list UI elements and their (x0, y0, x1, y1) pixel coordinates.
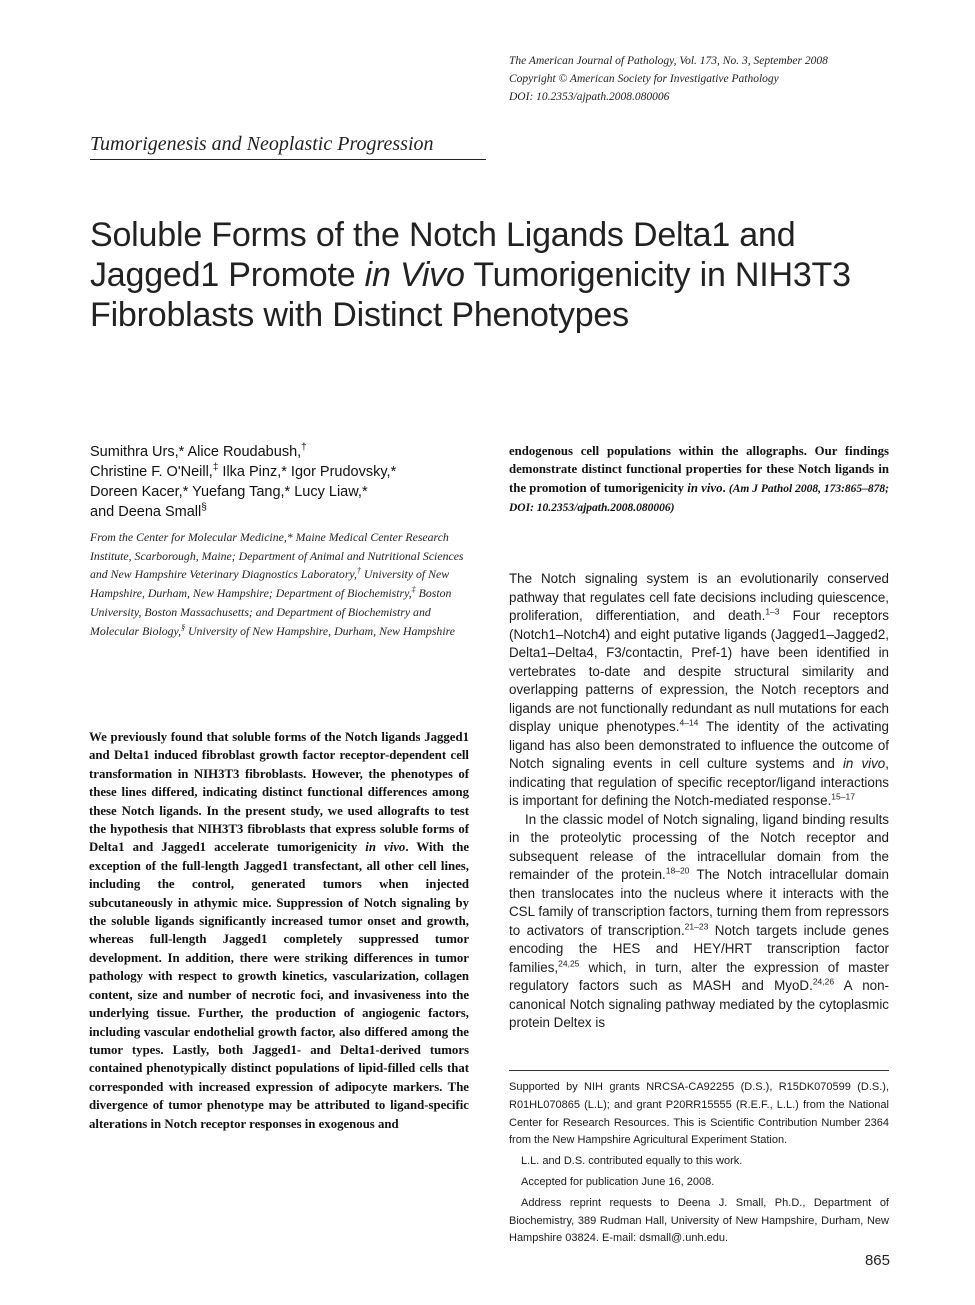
abstract-text: We previously found that soluble forms of the Notch ligands Jagged1 and Delta1 induced fibroblast growth factor receptor-dependent cell transformation in NIH3T3 fibroblasts. However, the phenotypes of these lines differed, indicating distinct functional differences among these Notch ligands. In the present study, we used allografts to test the hypothesis that NIH3T3 fibroblasts that express soluble forms of Delta1 and Jagged1 accelerate tumorigenicity (89, 730, 469, 855)
body-text (509, 570, 889, 1033)
abstract-italic: in vivo (365, 840, 406, 855)
author-line: Sumithra Urs,* Alice Roudabush, (90, 444, 302, 460)
body-text-span: , indicating that regulation of specific receptor/ligand interactions is important for defining the Notch-mediated response. (509, 756, 889, 808)
affiliation-mark: ‡ (411, 585, 416, 595)
affiliation-text: From the Center for Molecular Medicine,* Maine Medical Center Research Institute, Scarborough, Maine; Department of Animal and Nutritional Sciences and New Hampshire Veterinary Diagnostics Laboratory, (90, 530, 464, 582)
reference-mark: 15–17 (831, 791, 855, 802)
abstract-italic: in vivo (687, 480, 723, 495)
abstract-right-column (509, 442, 889, 518)
body-paragraph (509, 811, 889, 1033)
reference-mark: 18–20 (665, 865, 690, 876)
body-text-span: which, in turn, alter the expression of master regulatory factors such as MASH and MyoD. (509, 959, 889, 993)
title-italic: in Vivo (364, 256, 465, 294)
abstract-text: . (722, 480, 729, 495)
author-line: Doreen Kacer,* Yuefang Tang,* Lucy Liaw,* (90, 484, 368, 500)
affiliation-text: University of New Hampshire, Durham, New Hampshire (185, 623, 455, 638)
page-number: 865 (864, 1252, 890, 1269)
title-part-1: Soluble Forms of the Notch Ligands Delta1 and Jagged1 Promote (90, 216, 796, 294)
abstract-text: . With the exception of the full-length Jagged1 transfectant, all other cell lines, including the control, generated tumors when injected subcutaneously in athymic mice. Suppression of Notch signaling by the soluble ligands significantly increased tumor onset and growth, whereas full-length Jagged1 completely suppressed tumor development. In addition, there were striking differences in tumor pathology with respect to growth kinetics, vascularization, collagen content, size and number of necrotic foci, and invasiveness into the underlying tissue. Further, the production of angiogenic factors, including vascular endothelial growth factor, also differed among the tumor types. Lastly, both Jagged1- and Delta1-derived tumors contained phenotypically distinct populations of lipid-filled cells that corresponded with increased expression of adipocyte markers. The divergence of tumor phenotype may be attributed to ligand-specific alterations in Notch receptor responses in exogenous and (89, 840, 469, 1131)
body-italic: in vivo (842, 756, 886, 771)
footnote-equal-contribution: L.L. and D.S. contributed equally to this work. (521, 1155, 743, 1168)
footnotes (509, 1070, 889, 1251)
affiliation-mark: † (356, 566, 361, 576)
reference-mark: 24,25 (558, 958, 580, 969)
affiliation-text: University of New Hampshire, Durham, New Hampshire; Department of Biochemistry, (90, 567, 450, 601)
body-text-span: Four receptors (Notch1–Notch4) and eight putative ligands (Jagged1–Jagged2, Delta1–Delta4, F3/contactin, Pref-1) have been identified in vertebrates to-date and despite structural similarity and overlapping patterns of expression, the Notch receptors and ligands are not functionally redundant as null mutations for each display unique phenotypes. (509, 608, 889, 734)
reference-mark: 1–3 (765, 606, 780, 617)
body-text-span: The Notch intracellular domain then translocates into the nucleus where it interacts with the CSL family of transcription factors, turning them from repressors to activators of transcription. (509, 867, 889, 938)
abstract-text: endogenous cell populations within the allographs. Our findings demonstrate distinct functional properties for these Notch ligands in the promotion of tumorigenicity (509, 444, 889, 495)
body-paragraph (509, 570, 889, 811)
author-line: and Deena Small (90, 504, 202, 520)
affiliations (90, 528, 475, 640)
journal-copyright: Copyright © American Society for Investigative Pathology (509, 73, 779, 85)
journal-citation: The American Journal of Pathology, Vol. 173, No. 3, September 2008 (509, 55, 828, 67)
title-part-2: Tumorigenicity in NIH3T3 Fibroblasts with Distinct Phenotypes (90, 256, 851, 334)
author-line: Christine F. O'Neill, (90, 464, 213, 480)
author-mark: ‡ (212, 462, 219, 474)
article-title (90, 215, 890, 335)
body-text-span: Notch targets include genes encoding the HES and HEY/HRT transcription factor families, (509, 922, 889, 975)
abstract-citation: (Am J Pathol 2008, 173:865–878; DOI: 10.2353/ajpath.2008.080006) (509, 482, 889, 515)
body-text-span: The identity of the activating ligand has also been demonstrated to influence the outcome of Notch signaling events in cell culture systems and (509, 719, 890, 771)
affiliation-mark: § (181, 622, 186, 632)
author-list (90, 442, 490, 522)
footnote-address: Address reprint requests to Deena J. Small, Ph.D., Department of Biochemistry, 389 Rudman Hall, University of New Hampshire, Durham, New Hampshire 03824. E-mail: dsmall@.unh.edu. (509, 1196, 889, 1245)
body-text-span: A non-canonical Notch signaling pathway mediated by the cytoplasmic protein Deltex is (509, 978, 889, 1030)
author-line: Ilka Pinz,* Igor Prudovsky,* (218, 464, 397, 480)
body-text-span: In the classic model of Notch signaling, ligand binding results in the proteolytic processing of the Notch receptor and subsequent release of the intracellular domain from the remainder of the protein. (509, 811, 889, 882)
footnote-accepted: Accepted for publication June 16, 2008. (521, 1175, 715, 1188)
author-mark: † (301, 442, 307, 454)
body-text-span: The Notch signaling system is an evolutionarily conserved pathway that regulates cell fate decisions including quiescence, proliferation, differentiation, and death. (509, 571, 889, 623)
reference-mark: 4–14 (679, 717, 699, 728)
affiliation-text: Boston University, Boston Massachusetts; and Department of Biochemistry and Molecular Biology, (90, 586, 452, 638)
author-mark: § (201, 502, 207, 514)
journal-doi: DOI: 10.2353/ajpath.2008.080006 (509, 91, 670, 103)
reference-mark: 21–23 (684, 921, 709, 932)
journal-header (509, 52, 949, 106)
footnote-support: Supported by NIH grants NRCSA-CA92255 (D.S.), R15DK070599 (D.S.), R01HL070865 (L.L); and grant P20RR15555 (R.E.F., L.L.) from the National Center for Research Resources. This is Scientific Contribution Number 2364 from the New Hampshire Agricultural Experiment Station. (509, 1081, 889, 1147)
reference-mark: 24,26 (812, 976, 835, 987)
section-heading: Tumorigenesis and Neoplastic Progression (90, 130, 486, 160)
abstract-left-column (89, 728, 469, 1133)
